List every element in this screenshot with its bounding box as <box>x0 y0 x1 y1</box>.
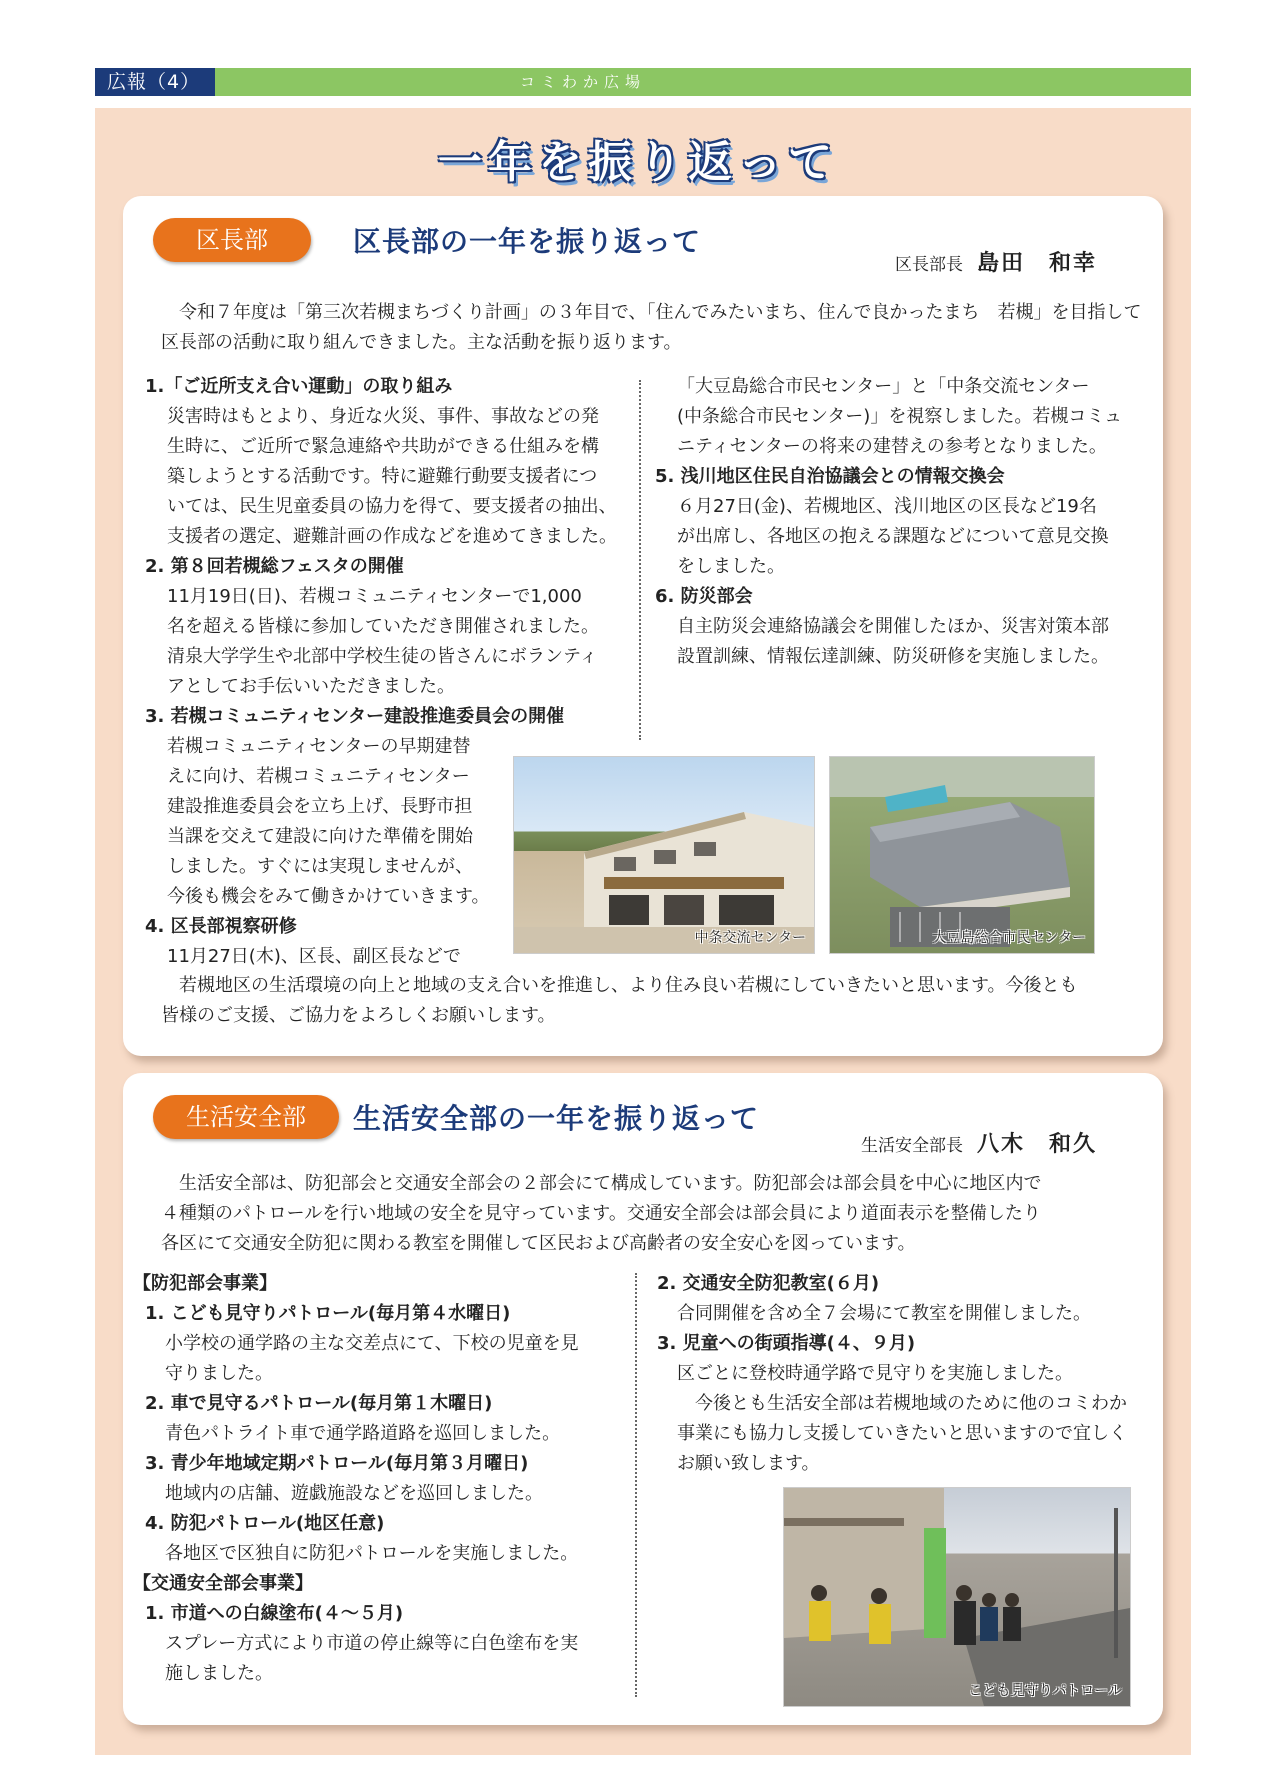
oomameshima-center-photo <box>829 756 1095 954</box>
item-heading: 5. 浅川地区住民自治協議会との情報交換会 <box>655 466 1005 487</box>
item-line: が出席し、各地区の抱える課題などについて意見交換 <box>677 526 1109 547</box>
patrol-illustration <box>784 1488 1130 1706</box>
item-heading: 4. 防犯パトロール(地区任意) <box>145 1513 385 1534</box>
item-line: 清泉大学学生や北部中学校生徒の皆さんにボランティ <box>167 646 598 667</box>
photo-caption: こども見守りパトロール <box>968 1683 1122 1699</box>
section-title: 区長部の一年を振り返って <box>353 225 702 258</box>
series-title: コミわか広場 <box>520 73 647 91</box>
intro-paragraph <box>161 298 1151 358</box>
item-line: 地域内の店舗、遊戯施設などを巡回しました。 <box>165 1483 543 1504</box>
item-line: 事業にも協力し支援していきたいと思いますので宜しく <box>677 1423 1127 1444</box>
section-ward-chiefs-card <box>123 196 1163 1056</box>
item-line: 小学校の通学路の主な交差点にて、下校の児童を見 <box>165 1333 579 1354</box>
item-heading: 6. 防災部会 <box>655 586 753 607</box>
issue-label: 広報（4） <box>95 68 215 96</box>
item-line: 青色パトライト車で通学路道路を巡回しました。 <box>165 1423 561 1444</box>
item-line: 築しようとする活動です。特に避難行動要支援者につ <box>167 466 598 487</box>
column-divider <box>635 1273 637 1697</box>
right-column <box>655 372 1155 672</box>
item-line: えに向け、若槻コミュニティセンター <box>167 766 470 787</box>
item-line: アとしてお手伝いいただきました。 <box>167 676 455 697</box>
closing-paragraph <box>161 971 1151 1031</box>
author-name: 八木 和久 <box>977 1132 1098 1157</box>
item-line: 今後とも生活安全部は若槻地域のために他のコミわか <box>677 1393 1127 1414</box>
item-line: 支援者の選定、避難計画の作成などを進めてきました。 <box>167 526 617 547</box>
item-line: ニティセンターの将来の建替えの参考となりました。 <box>677 436 1107 457</box>
item-heading: 2. 交通安全防犯教室(６月) <box>657 1273 880 1294</box>
author-role: 区長部長 <box>895 255 963 275</box>
item-line: 守りました。 <box>165 1363 273 1384</box>
item-heading: 4. 区長部視察研修 <box>145 916 297 937</box>
item-line: 若槻コミュニティセンターの早期建替 <box>167 736 471 757</box>
column-divider <box>639 380 641 740</box>
closing-line: 皆様のご支援、ご協力をよろしくお願いします。 <box>161 1005 556 1026</box>
item-heading: 1.「ご近所支え合い運動」の取り組み <box>145 376 453 397</box>
item-line: スプレー方式により市道の停止線等に白色塗布を実 <box>165 1633 579 1654</box>
item-line: 設置訓練、情報伝達訓練、防災研修を実施しました。 <box>677 646 1109 667</box>
item-line: 当課を交えて建設に向けた準備を開始 <box>167 826 473 847</box>
author <box>895 246 1097 277</box>
item-line: 区ごとに登校時通学路で見守りを実施しました。 <box>677 1363 1073 1384</box>
item-heading: 3. 若槻コミュニティセンター建設推進委員会の開催 <box>145 706 565 727</box>
intro-line: ４種類のパトロールを行い地域の安全を見守っています。交通安全部会は部会員により道面表示を整備したり <box>161 1203 1041 1224</box>
item-line: しました。すぐには実現しませんが、 <box>167 856 473 877</box>
item-line: 施しました。 <box>165 1663 273 1684</box>
chujo-center-photo <box>513 756 815 954</box>
item-heading: 3. 青少年地域定期パトロール(毎月第３月曜日) <box>145 1453 529 1474</box>
aerial-building-illustration <box>830 757 1094 953</box>
section-badge: 生活安全部 <box>153 1095 339 1139</box>
section-badge: 区長部 <box>153 218 311 262</box>
item-heading: 1. こども見守りパトロール(毎月第４水曜日) <box>145 1303 511 1324</box>
closing-line: 若槻地区の生活環境の向上と地域の支え合いを推進し、より住み良い若槻にしていきたいと思います。今後とも <box>179 975 1078 996</box>
item-line: 11月19日(日)、若槻コミュニティセンターで1,000 <box>167 586 582 607</box>
intro-line: 区長部の活動に取り組んできました。主な活動を振り返ります。 <box>161 332 682 353</box>
author <box>861 1127 1097 1158</box>
item-line: いては、民生児童委員の協力を得て、要支援者の抽出、 <box>167 496 617 517</box>
item-line: 災害時はもとより、身近な火災、事件、事故などの発 <box>167 406 599 427</box>
item-heading: 2. 車で見守るパトロール(毎月第１木曜日) <box>145 1393 493 1414</box>
item-line: 建設推進委員会を立ち上げ、長野市担 <box>167 796 473 817</box>
item-heading: 1. 市道への白線塗布(４～５月) <box>145 1603 404 1624</box>
item-line: (中条総合市民センター)」を視察しました。若槻コミュ <box>677 406 1122 427</box>
item-line: お願い致します。 <box>677 1453 820 1474</box>
item-line: 名を超える皆様に参加していただき開催されました。 <box>167 616 599 637</box>
item-line: 11月27日(木)、区長、副区長などで <box>167 946 461 967</box>
intro-line: 令和７年度は「第三次若槻まちづくり計画」の３年目で、「住んでみたいまち、住んで良かったまち 若槻」を目指して <box>179 302 1142 323</box>
item-line: 各地区で区独自に防犯パトロールを実施しました。 <box>165 1543 579 1564</box>
intro-line: 各区にて交通安全防犯に関わる教室を開催して区民および高齢者の安全安心を図っています。 <box>161 1233 916 1254</box>
building-illustration <box>514 757 814 953</box>
item-heading: 【防犯部会事業】 <box>133 1273 277 1294</box>
item-heading: 2. 第８回若槻総フェスタの開催 <box>145 556 404 577</box>
item-line: 今後も機会をみて働きかけていきます。 <box>167 886 490 907</box>
author-role: 生活安全部長 <box>861 1136 963 1156</box>
item-line: をしました。 <box>677 556 785 577</box>
intro-paragraph <box>161 1169 1151 1259</box>
intro-line: 生活安全部は、防犯部会と交通安全部会の２部会にて構成しています。防犯部会は部会員を中心に地区内で <box>179 1173 1042 1194</box>
section-safety-card <box>123 1073 1163 1725</box>
section-title: 生活安全部の一年を振り返って <box>353 1102 760 1135</box>
page-title: 一年を振り返って <box>438 137 838 188</box>
item-line: 合同開催を含め全７会場にて教室を開催しました。 <box>677 1303 1091 1324</box>
photo-caption: 中条交流センター <box>694 930 806 946</box>
item-heading: 【交通安全部会事業】 <box>133 1573 313 1594</box>
item-line: 「大豆島総合市民センター」と「中条交流センター <box>677 376 1090 397</box>
photo-caption: 大豆島総合市民センター <box>932 930 1086 946</box>
item-line: 生時に、ご近所で緊急連絡や共助ができる仕組みを構 <box>167 436 599 457</box>
right-column <box>645 1269 1155 1479</box>
author-name: 島田 和幸 <box>977 251 1098 276</box>
item-line: ６月27日(金)、若槻地区、浅川地区の区長など19名 <box>677 496 1097 517</box>
left-column <box>133 1269 643 1689</box>
item-heading: 3. 児童への街頭指導(４、９月) <box>657 1333 916 1354</box>
item-line: 自主防災会連絡協議会を開催したほか、災害対策本部 <box>677 616 1109 637</box>
patrol-photo <box>783 1487 1131 1707</box>
